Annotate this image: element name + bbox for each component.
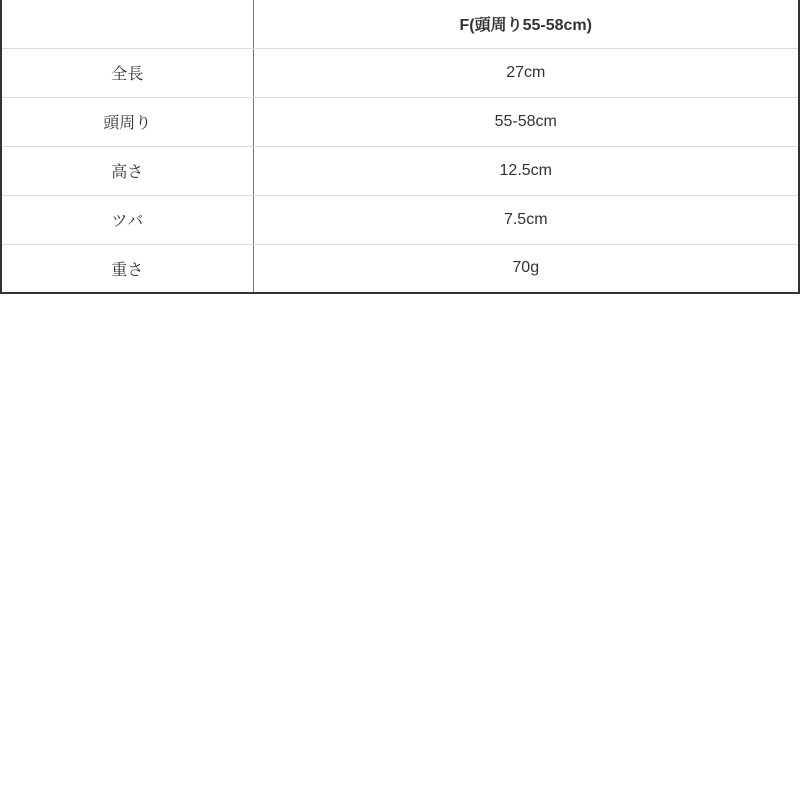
- table-row: [1, 97, 799, 146]
- empty-page-area: [0, 294, 800, 799]
- row-value-weight: 70g: [253, 244, 799, 293]
- row-label-head-circumference: 頭周り: [1, 97, 253, 146]
- row-value-height: 12.5cm: [253, 146, 799, 195]
- row-label-brim: ツバ: [1, 195, 253, 244]
- table-row: [1, 244, 799, 293]
- size-table-header: [1, 0, 799, 48]
- header-row: [1, 0, 799, 48]
- table-row: [1, 48, 799, 97]
- row-value-brim: 7.5cm: [253, 195, 799, 244]
- row-value-total-length: 27cm: [253, 48, 799, 97]
- size-table-body: [1, 48, 799, 293]
- row-label-height: 高さ: [1, 146, 253, 195]
- table-row: [1, 195, 799, 244]
- header-empty-cell: [1, 0, 253, 48]
- row-label-weight: 重さ: [1, 244, 253, 293]
- size-spec-table: [0, 0, 800, 294]
- row-label-total-length: 全長: [1, 48, 253, 97]
- header-size-cell: F(頭周り55-58cm): [253, 0, 799, 48]
- table-row: [1, 146, 799, 195]
- row-value-head-circumference: 55-58cm: [253, 97, 799, 146]
